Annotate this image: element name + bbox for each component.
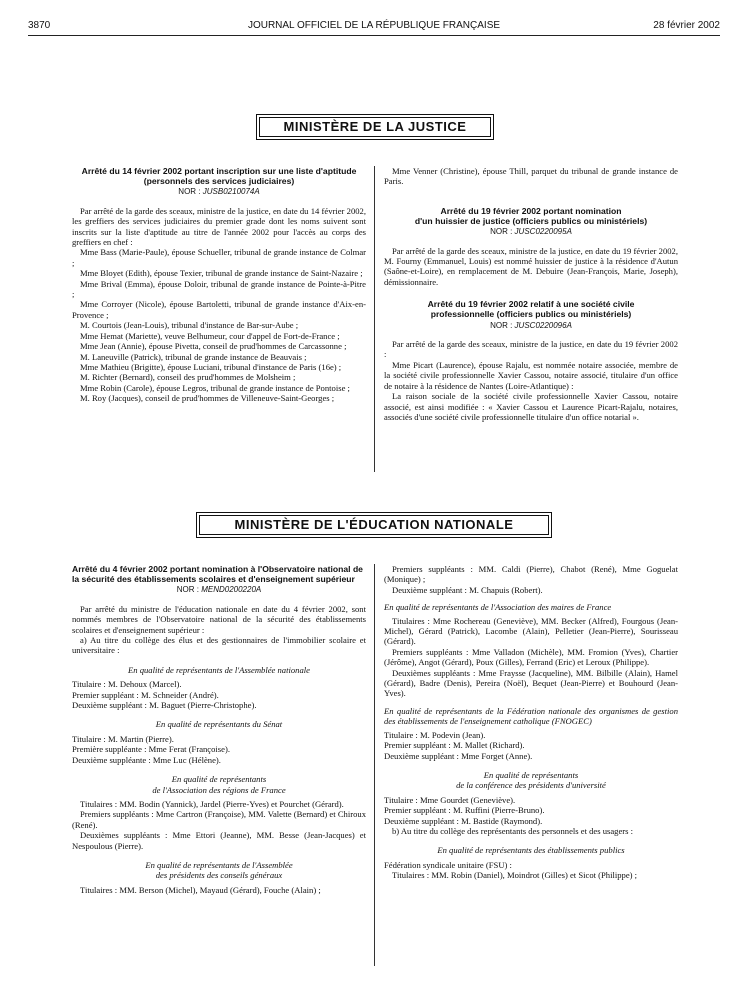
list-item: M. Roy (Jacques), conseil de prud'hommes de Villeneuve-Saint-Georges ; [80,393,335,404]
member-line: Premiers suppléants : Mme Cartron (Françoise), MM. Valette (Bernard) et Chiroux (René). [72,809,366,830]
member-line: Titulaires : Mme Rochereau (Geneviève), MM. Becker (Alfred), Fourgous (Jean-Michel), Gérard (Patrick), Lacombe (Alain), Pelletier (Jean-Pierre), Sourisseau (Gérard). [384,615,678,647]
list-item: Mme Bloyet (Edith), épouse Texier, tribunal de grande instance de Saint-Nazaire ; [80,268,363,279]
section-heading: de l'Association des régions de France [152,784,286,795]
nor-reference: NOR : MEND0200220A [176,585,262,595]
justice-left-column [72,166,366,404]
section-heading: En qualité de représentants de l'Assemblée nationale [128,664,310,675]
ministry-education-box [196,512,552,538]
section-heading: En qualité de représentants des établissements publics [437,845,625,856]
college-a: a) Au titre du collège des élus et des gestionnaires de l'immobilier scolaire et universitaire : [72,635,366,656]
list-item: Mme Brival (Emma), épouse Doloir, tribunal de grande instance de Pointe-à-Pitre ; [72,278,366,300]
publication-date: 28 février 2002 [653,20,720,31]
ministry-justice-box [256,114,494,140]
member-line: Deuxième suppléant : M. Baguet (Pierre-Christophe). [72,700,257,711]
list-item: Mme Robin (Carole), épouse Legros, tribunal de grande instance de Pontoise ; [80,382,350,393]
justice-right-column [384,166,678,422]
section-heading: de la conférence des présidents d'université [456,780,606,791]
member-line: Titulaire : M. Podevin (Jean). [384,729,486,740]
section-heading: En qualité de représentants de la Fédération nationale des organismes de gestion des établissements de l'enseignement catholique (FNOGEC) [384,705,678,727]
section-heading: des présidents des conseils généraux [155,870,283,881]
section-heading: En qualité de représentants du Sénat [155,719,283,730]
list-item: Mme Venner (Christine), épouse Thill, parquet du tribunal de grande instance de Paris. [384,166,678,187]
ministry-education-title: MINISTÈRE DE L'ÉDUCATION NATIONALE [199,515,549,535]
arrete-text: La raison sociale de la société civile professionnelle Xavier Cassou, notaire associé, est ainsi modifiée : « Xavier Cassou et Laurence Picart-Rajalu, notaires, associés d'une société civile professionnelle titulaire d'un office notarial ». [384,391,678,422]
arrete-title-line: Arrêté du 19 février 2002 portant nomination [440,205,622,216]
arrete-title-line: professionnelle (officiers publics ou ministériels) [430,309,632,320]
column-rule [374,564,375,966]
list-item: Mme Mathieu (Brigitte), épouse Luciani, tribunal d'instance de Paris (16e) ; [80,361,342,372]
member-line: Deuxième suppléante : Mme Luc (Hélène). [72,754,221,765]
page-header [28,20,720,36]
member-line: Deuxième suppléant : Mme Forget (Anne). [384,750,533,761]
member-line: Premier suppléant : M. Schneider (André). [72,689,219,700]
education-left-column [72,564,366,895]
arrete-title-line: d'un huissier de justice (officiers publics ou ministériels) [414,216,648,227]
arrete-title-line: Arrêté du 19 février 2002 relatif à une société civile [427,299,635,310]
arrete-text: Par arrêté de la garde des sceaux, ministre de la justice, en date du 19 février 2002, M. Fourny (Emmanuel, Louis) est nommé huissier de justice à la résidence d'Autun (Saône-et-Loire), en remplacement de M. Debuire (Jean-François, Marie, Joseph), démissionnaire. [384,245,678,287]
member-line: Deuxième suppléant : M. Chapuis (Robert). [392,584,543,595]
ministry-justice-title: MINISTÈRE DE LA JUSTICE [259,117,491,137]
member-line: Titulaire : M. Martin (Pierre). [72,733,174,744]
section-heading: En qualité de représentants de l'Assemblée [145,859,293,870]
list-item: M. Laneuville (Patrick), tribunal de grande instance de Beauvais ; [80,351,307,362]
member-line: Deuxièmes suppléants : Mme Ettori (Jeanne), MM. Besse (Jean-Jacques) et Nespoulous (Pierre). [72,830,366,851]
member-line: Titulaires : MM. Bodin (Yannick), Jardel (Pierre-Yves) et Pourchet (Gérard). [80,798,344,809]
member-line: Titulaire : M. Dehoux (Marcel). [72,679,182,690]
member-line: Premier suppléant : M. Ruffini (Pierre-Bruno). [384,805,545,816]
arrete-title: Arrêté du 4 février 2002 portant nomination à l'Observatoire national de la sécurité des établissements scolaires et d'enseignement supérieur [72,564,363,585]
list-item: Mme Jean (Annie), épouse Pivetta, conseil de prud'hommes de Carcassonne ; [80,341,347,352]
member-line: Fédération syndicale unitaire (FSU) : [384,859,512,870]
member-line: Premiers suppléants : MM. Caldi (Pierre), Chabot (René), Mme Goguelat (Monique) ; [384,564,678,585]
member-line: Première suppléante : Mme Ferat (Françoise). [72,744,230,755]
list-item: M. Courtois (Jean-Louis), tribunal d'instance de Bar-sur-Aube ; [80,320,299,331]
arrete-intro: Par arrêté de la garde des sceaux, ministre de la justice, en date du 14 février 2002, les greffiers des services judiciaires du premier grade dont les noms suivent sont inscrits sur la liste d'aptitude au titre de l'année 2002 pour l'accès au corps des greffiers en chef : [72,205,366,248]
member-line: Titulaires : MM. Robin (Daniel), Moindrot (Gilles) et Sicot (Philippe) ; [392,870,638,881]
nor-reference: NOR : JUSB0210074A [178,187,260,197]
arrete-title: Arrêté du 14 février 2002 portant inscription sur une liste d'aptitude (personnels des services judiciaires) [81,166,357,187]
header-rule [28,35,720,36]
member-line: Premiers suppléants : Mme Valladon (Michèle), MM. Fromion (Yves), Chartier (Jérôme), Angot (Gérard), Poux (Gilles), Ferrand (Eric) et Leroux (Philippe). [384,646,678,668]
member-line: Titulaire : Mme Gourdet (Geneviève). [384,794,516,805]
section-heading: En qualité de représentants [483,769,579,780]
section-heading: En qualité de représentants de l'Association des maires de France [384,602,612,613]
arrete-text: Mme Picart (Laurence), épouse Rajalu, est nommée notaire associée, membre de la société civile professionnelle Xavier Cassou, notaire associé, titulaire d'un office de notaire à la résidence de Nantes (Loire-Atlantique) : [384,359,678,391]
column-rule [374,166,375,472]
member-line: Deuxième suppléant : M. Bastide (Raymond). [384,815,543,826]
list-item: M. Richter (Bernard), conseil des prud'hommes de Molsheim ; [80,372,296,383]
journal-title: JOURNAL OFFICIEL DE LA RÉPUBLIQUE FRANÇAISE [247,20,501,31]
page-number: 3870 [28,20,51,31]
list-item: Mme Bass (Marie-Paule), épouse Schueller, tribunal de grande instance de Colmar ; [72,247,366,268]
nor-reference: NOR : JUSC0220095A [490,227,572,237]
list-item: Mme Corroyer (Nicole), épouse Bartoletti, tribunal de grande instance d'Aix-en-Provence ; [72,299,366,320]
college-b: b) Au titre du collège des représentants des personnels et des usagers : [392,825,634,836]
arrete-intro: Par arrêté du ministre de l'éducation nationale en date du 4 février 2002, sont nommés membres de l'Observatoire national de la sécurité des établissements scolaires et d'enseignement supérieur : [72,603,366,635]
arrete-text: Par arrêté de la garde des sceaux, ministre de la justice, en date du 19 février 2002 : [384,339,678,360]
member-line: Titulaires : MM. Berson (Michel), Mayaud (Gérard), Fouche (Alain) ; [80,884,321,895]
member-line: Deuxièmes suppléants : Mme Fraysse (Jacqueline), MM. Bilbille (Alain), Hamel (Gérard), Badre (Denis), Pereira (Noël), Bequet (Jean-Pierre) et Bouhourd (Jean-Yves). [384,667,678,699]
nor-reference: NOR : JUSC0220096A [490,320,572,330]
education-right-column [384,564,678,881]
list-item: Mme Hemat (Mariette), veuve Belhumeur, cour d'appel de Fort-de-France ; [80,330,340,341]
member-line: Premier suppléant : M. Mallet (Richard). [384,740,525,751]
section-heading: En qualité de représentants [171,774,267,785]
